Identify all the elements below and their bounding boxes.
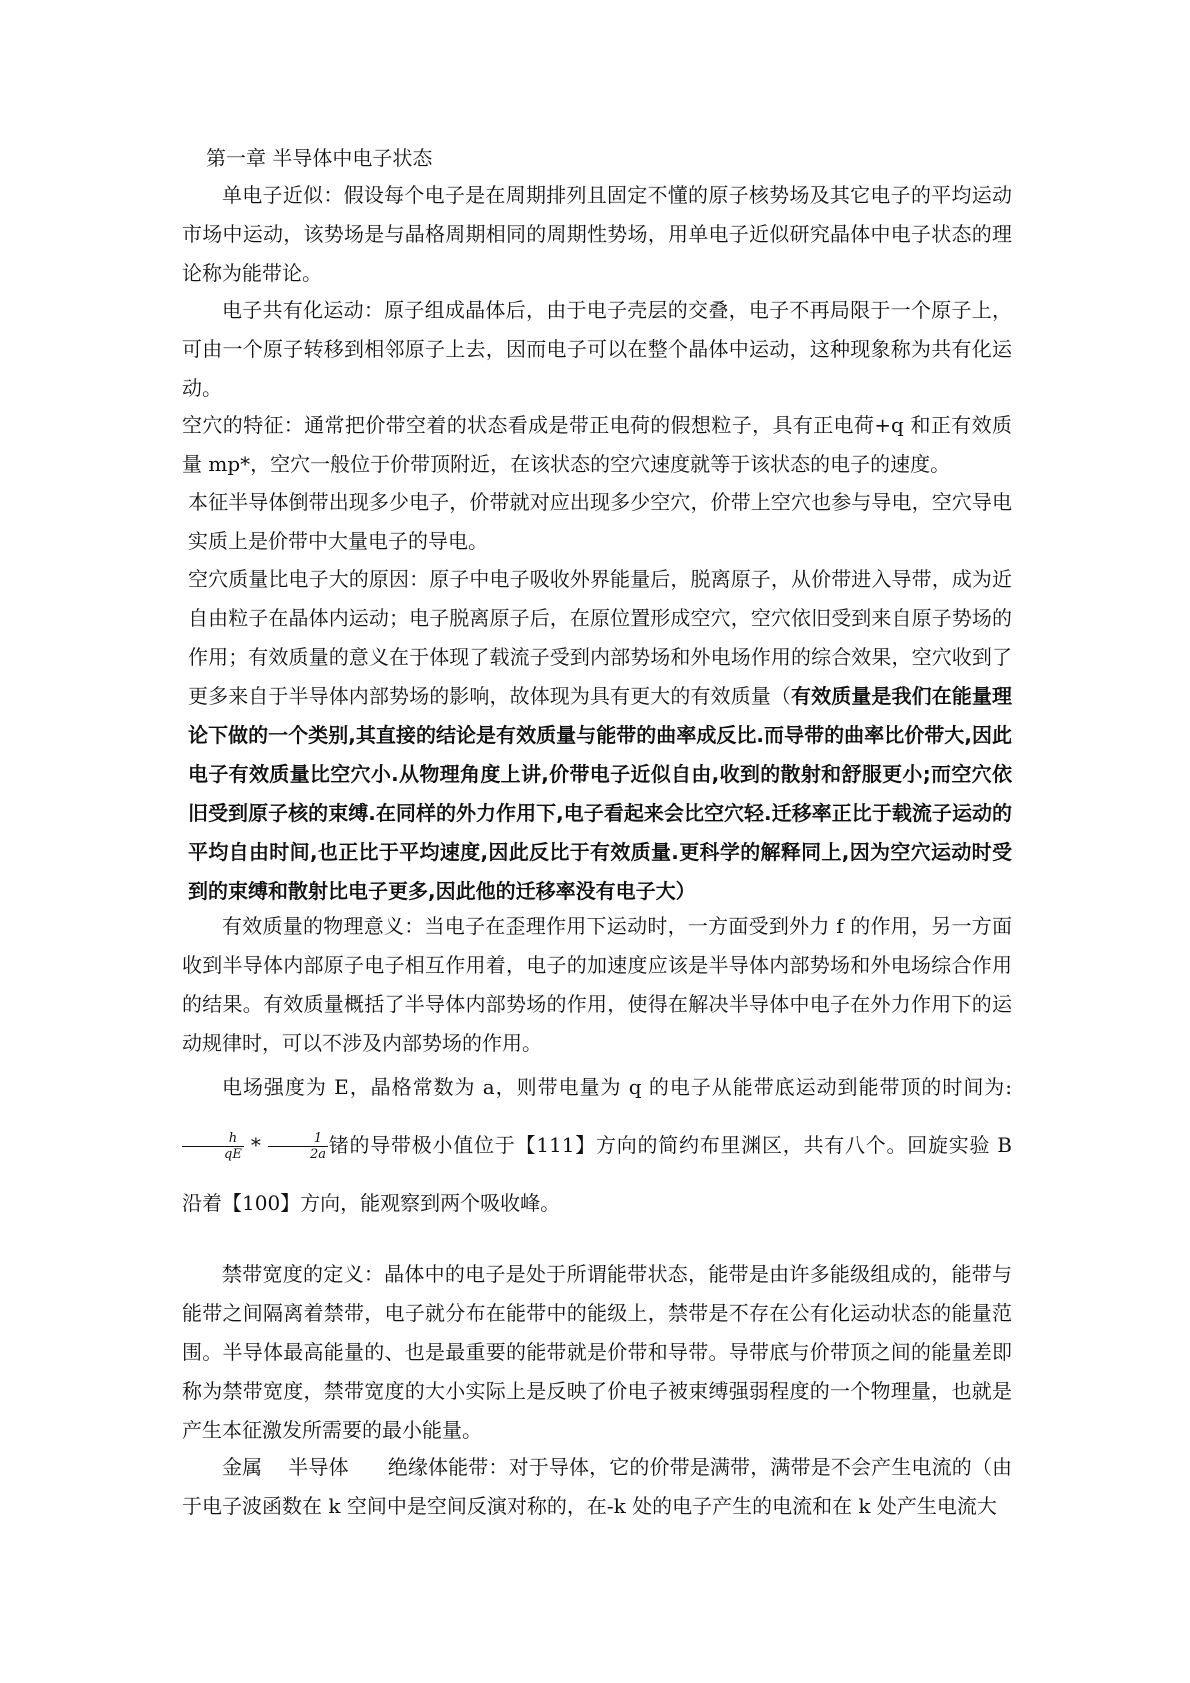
fraction-one-over-2a	[268, 1131, 328, 1162]
fraction-numerator: h	[182, 1131, 244, 1147]
fraction-h-over-qe	[182, 1131, 244, 1162]
paragraph-hole-mass	[188, 560, 1012, 911]
germanium-band-text: 锗的导带极小值位于【111】方向的简约布里渊区，共有八个。回旋实验 B 沿着【100】方向，能观察到两个吸收峰。	[182, 1133, 1012, 1215]
paragraph-single-electron: 单电子近似：假设每个电子是在周期排列且固定不懂的原子核势场及其它电子的平均运动市场中运动，该势场是与晶格周期相同的周期性势场，用单电子近似研究晶体中电子状态的理论称为能带论。	[182, 183, 1012, 285]
multiply-sign: *	[243, 1133, 261, 1157]
hole-mass-bold-text: 有效质量是我们在能量理论下做的一个类别,其直接的结论是有效质量与能带的曲率成反比.而导带的曲率比价带大,因此电子有效质量比空穴小.从物理角度上讲,价带电子近似自由,收到的散射和舒服更小;而空穴依旧受到原子核的束缚.在同样的外力作用下,电子看起来会比空穴轻.迁移率正比于载流子运动的平均自由时间,也正比于平均速度,因此反比于有效质量.更科学的解释同上,因为空穴运动时受到的束缚和散射比电子更多,因此他的迁移率没有电子大）	[188, 684, 1013, 903]
paragraph-band-gap: 禁带宽度的定义：晶体中的电子是处于所谓能带状态，能带是由许多能级组成的，能带与能带之间隔离着禁带，电子就分布在能带中的能级上，禁带是不存在公有化运动状态的能量范围。半导体最高能量的、也是最重要的能带就是价带和导带。导带底与价带顶之间的能量差即称为禁带宽度，禁带宽度的大小实际上是反映了价电子被束缚强弱程度的一个物理量，也就是产生本征激发所需要的最小能量。	[182, 1262, 1012, 1442]
fraction-denominator: 2a	[310, 1147, 327, 1162]
paragraph-intrinsic: 本征半导体倒带出现多少电子，价带就对应出现多少空穴，价带上空穴也参与导电，空穴导电实质上是价带中大量电子的导电。	[188, 490, 1012, 553]
paragraph-hole-features: 空穴的特征：通常把价带空着的状态看成是带正电荷的假想粒子，具有正电荷+q 和正有效质量 mp*，空穴一般位于价带顶附近，在该状态的空穴速度就等于该状态的电子的速度。	[182, 413, 1012, 476]
field-time-text: 电场强度为 E，晶格常数为 a，则带电量为 q 的电子从能带底运动到能带顶的时间为:	[222, 1075, 1012, 1099]
fraction-denominator: qE	[224, 1147, 242, 1162]
paragraph-effective-mass: 有效质量的物理意义：当电子在歪理作用下运动时，一方面受到外力 f 的作用，另一方面收到半导体内部原子电子相互作用着，电子的加速度应该是半导体内部势场和外电场综合作用的结果。有效质量概括了半导体内部势场的作用，使得在解决半导体中电子在外力作用下的运动规律时，可以不涉及内部势场的作用。	[182, 914, 1012, 1055]
paragraph-field-time	[182, 1058, 1012, 1232]
fraction-numerator: 1	[268, 1131, 328, 1147]
hole-mass-text: 空穴质量比电子大的原因：原子中电子吸收外界能量后，脱离原子，从价带进入导带，成为近自由粒子在晶体内运动；电子脱离原子后，在原位置形成空穴，空穴依旧受到来自原子势场的作用；有效质量的意义在于体现了载流子受到内部势场和外电场作用的综合效果，空穴收到了更多来自于半导体内部势场的影响，故体现为具有更大的有效质量（	[188, 567, 1012, 708]
chapter-heading: 第一章 半导体中电子状态	[206, 146, 433, 170]
paragraph-co-movement: 电子共有化运动：原子组成晶体后，由于电子壳层的交叠，电子不再局限于一个原子上，可由一个原子转移到相邻原子上去，因而电子可以在整个晶体中运动，这种现象称为共有化运动。	[182, 298, 1012, 400]
paragraph-metal-semiconductor: 金属 半导体 绝缘体能带：对于导体，它的价带是满带，满带是不会产生电流的（由于电子波函数在 k 空间中是空间反演对称的，在-k 处的电子产生的电流和在 k 处产生电流大	[182, 1455, 1012, 1518]
